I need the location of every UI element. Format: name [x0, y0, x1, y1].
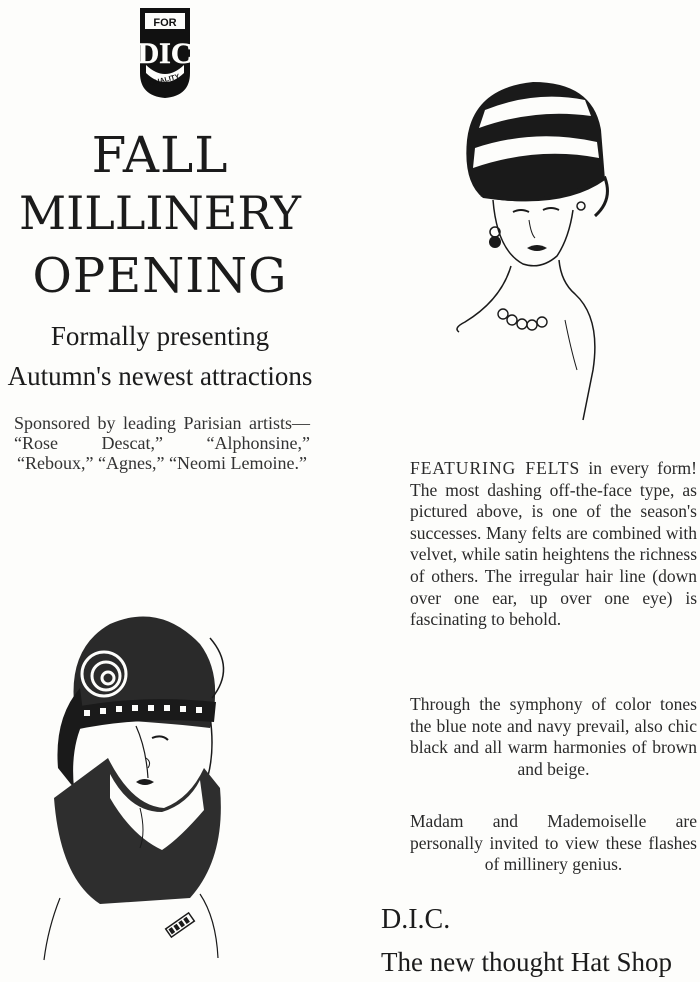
body-paragraph-1-rest: in every form! The most dashing off-the-face type, as pictured above, is one of the season's successes. Many felts are combined with velvet, while satin heightens the richness of others. The irregular hair line (down over one ear, up over one eye) is fascinating to behold. — [410, 458, 697, 630]
headline-line-3: OPENING — [32, 248, 288, 304]
cloche-woman-illustration-bottom — [40, 598, 270, 968]
sponsor-text: Sponsored by leading Parisian artists— “Rose Descat,” “Alphonsine,” “Reboux,” “Agnes,” “Neomi Lemoine.” — [14, 413, 310, 473]
body-paragraph-1 — [410, 458, 697, 631]
logo-brand-text: DIC — [137, 37, 193, 70]
logo-bottom-text: QUALITY — [148, 73, 181, 88]
dic-logo — [137, 3, 193, 99]
signature-line-1: D.I.C. — [381, 904, 451, 935]
subheadline-line-2: Autumn's newest attractions — [7, 361, 313, 391]
body-paragraph-2: Through the symphony of color tones the blue note and navy prevail, also chic black and all warm harmonies of brown and beige. — [410, 694, 697, 779]
subheadline-line-1: Formally presenting — [50, 321, 270, 351]
logo-top-text: FOR — [153, 17, 177, 29]
headline-line-2: MILLINERY — [19, 186, 301, 240]
headline-line-1: FALL — [91, 126, 229, 184]
body-paragraph-3: Madam and Mademoiselle are personally invited to view these flashes of millinery genius. — [410, 811, 697, 875]
signature-line-2: The new thought Hat Shop — [381, 947, 672, 977]
body-paragraph-1-lead: FEATURING FELTS — [410, 458, 581, 478]
cloche-woman-illustration-top — [445, 70, 645, 420]
